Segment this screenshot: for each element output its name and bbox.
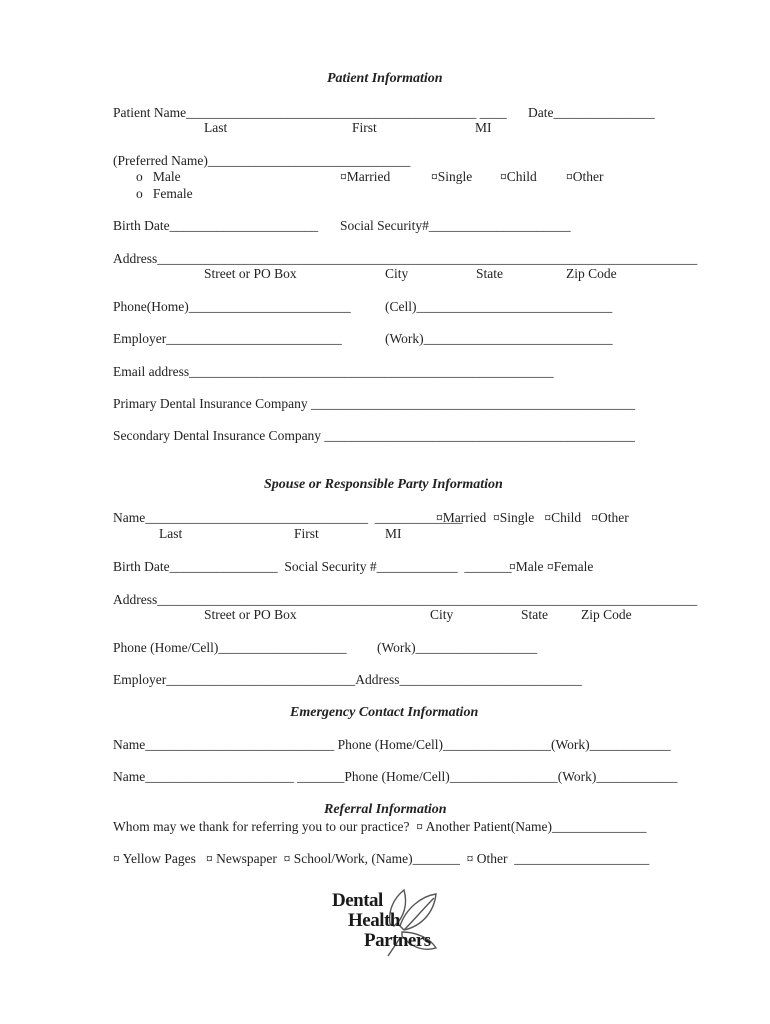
employer-field[interactable]: Employer__________________________ [113,331,342,346]
spouse-gender-checkboxes[interactable]: ¤Male ¤Female [509,559,594,574]
female-option[interactable]: o Female [136,186,193,201]
sublabel-mi: MI [475,120,492,135]
social-security-field[interactable]: Social Security#_____________________ [340,218,571,233]
date-field[interactable]: Date_______________ [528,105,655,120]
spouse-sublabel-last: Last [159,526,183,541]
primary-insurance-field[interactable]: Primary Dental Insurance Company ________________________________________________ [113,396,635,411]
spouse-sublabel-street: Street or PO Box [204,607,297,622]
sublabel-last: Last [204,120,228,135]
married-checkbox[interactable]: ¤Married [340,169,391,184]
other-checkbox[interactable]: ¤Other [566,169,604,184]
spouse-employer-address-field[interactable]: Employer____________________________Address___________________________ [113,672,582,687]
birth-date-field[interactable]: Birth Date______________________ [113,218,319,233]
sublabel-city: City [385,266,409,281]
spouse-work-field[interactable]: (Work)__________________ [377,640,538,655]
dental-health-partners-logo [330,886,442,958]
male-option[interactable]: o Male [136,169,181,184]
work-phone-field[interactable]: (Work)____________________________ [385,331,613,346]
emergency-contact-row[interactable]: Name______________________ _______Phone (Home/Cell)________________(Work)____________ [113,769,678,784]
spouse-marital-checkboxes[interactable]: ¤Married ¤Single ¤Child ¤Other [436,510,629,525]
single-checkbox[interactable]: ¤Single [431,169,473,184]
spouse-sublabel-first: First [294,526,319,541]
email-field[interactable]: Email address______________________________________________________ [113,364,554,379]
spouse-sublabel-mi: MI [385,526,402,541]
referral-heading: Referral Information [324,802,447,817]
sublabel-street: Street or PO Box [204,266,297,281]
home-phone-field[interactable]: Phone(Home)________________________ [113,299,351,314]
spouse-sublabel-zip: Zip Code [581,607,632,622]
logo-line-dental: Dental [332,890,383,911]
spouse-sublabel-state: State [521,607,548,622]
logo-line-partners: Partners [364,930,431,951]
secondary-insurance-field[interactable]: Secondary Dental Insurance Company ______________________________________________ [113,428,635,443]
preferred-name-field[interactable]: (Preferred Name)______________________________ [113,153,411,168]
emergency-contact-row[interactable]: Name____________________________ Phone (Home/Cell)________________(Work)____________ [113,737,671,752]
spouse-phone-field[interactable]: Phone (Home/Cell)___________________ [113,640,347,655]
patient-name-field[interactable]: Patient Name___________________________________________ ____ [113,105,507,120]
spouse-address-field[interactable]: Address________________________________________________________________________________ [113,592,698,607]
spouse-sublabel-city: City [430,607,454,622]
referral-question[interactable]: Whom may we thank for referring you to our practice? ¤ Another Patient(Name)______________ [113,819,647,834]
cell-phone-field[interactable]: (Cell)_____________________________ [385,299,613,314]
patient-info-heading: Patient Information [327,71,443,86]
emergency-heading: Emergency Contact Information [290,705,479,720]
address-field[interactable]: Address________________________________________________________________________________ [113,251,698,266]
referral-options[interactable]: ¤ Yellow Pages ¤ Newspaper ¤ School/Work, (Name)_______ ¤ Other ____________________ [113,851,650,866]
spouse-name-field[interactable]: Name_________________________________ _____________ [113,510,463,525]
sublabel-first: First [352,120,377,135]
spouse-info-heading: Spouse or Responsible Party Information [264,477,503,492]
sublabel-state: State [476,266,503,281]
sublabel-zip: Zip Code [566,266,617,281]
child-checkbox[interactable]: ¤Child [500,169,537,184]
logo-line-health: Health [348,910,400,931]
spouse-birth-ssn-field[interactable]: Birth Date________________ Social Security #____________ _______ [113,559,512,574]
